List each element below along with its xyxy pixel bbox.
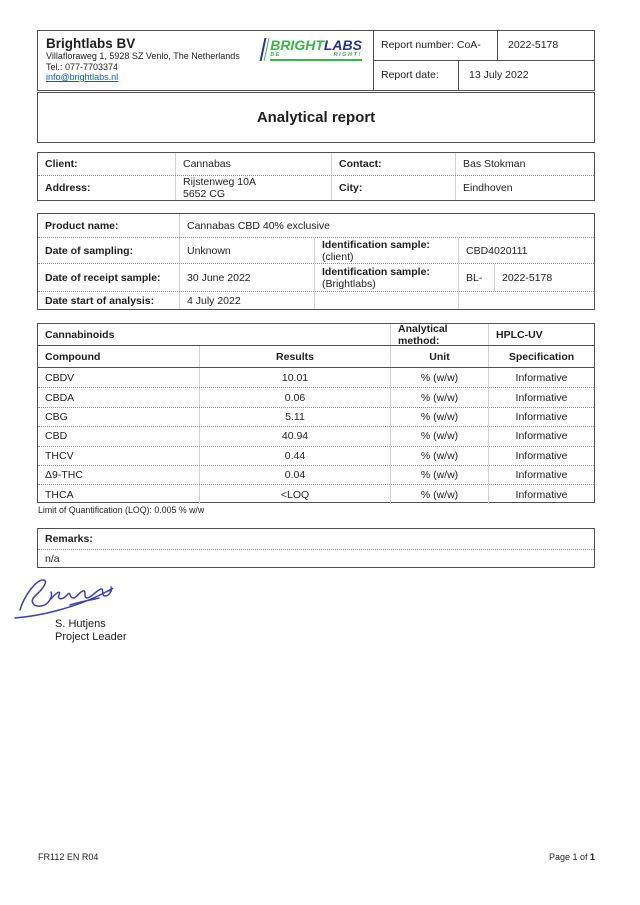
logo-wordmark <box>270 38 362 52</box>
unit-cell: % (w/w) <box>390 408 488 426</box>
unit-cell: % (w/w) <box>390 485 488 503</box>
logo-word-bright: BRIGHT <box>270 37 324 53</box>
date-sampling-value: Unknown <box>179 238 314 263</box>
unit-cell: % (w/w) <box>390 466 488 484</box>
company-address: Villafloraweg 1, 5928 SZ Venlo, The Netherlands <box>46 51 240 61</box>
result-cell: 0.44 <box>199 447 390 465</box>
city-value: Eindhoven <box>455 176 594 200</box>
client-row <box>38 153 594 175</box>
report-date-row <box>374 61 594 91</box>
logo-tagline-be: BE <box>270 52 282 58</box>
logo-underline <box>270 59 362 61</box>
remarks-value: n/a <box>45 553 60 565</box>
unit-cell: % (w/w) <box>390 427 488 445</box>
result-cell: 40.94 <box>199 427 390 445</box>
product-name-label: Product name: <box>45 219 119 232</box>
col-specification: Specification <box>488 346 594 367</box>
footer-page-total: 1 <box>589 852 595 862</box>
empty-cell <box>458 292 594 309</box>
id-brightlabs-label <box>314 264 458 291</box>
compound-cell: CBDV <box>45 371 75 384</box>
address-line1: Rijstenweg 10A <box>183 176 256 188</box>
contact-label: Contact: <box>331 153 455 175</box>
col-compound: Compound <box>45 350 101 363</box>
table-row <box>38 368 594 387</box>
address-line2: 5652 CG <box>183 188 226 200</box>
table-row <box>38 446 594 465</box>
signature-scribble-icon <box>12 574 152 622</box>
table-row <box>38 426 594 445</box>
footer-page-number <box>549 852 595 862</box>
report-meta-table <box>373 30 595 91</box>
compound-cell: CBDA <box>45 391 75 404</box>
col-results: Results <box>199 346 390 367</box>
product-name-row <box>38 214 594 237</box>
client-table <box>37 152 595 201</box>
report-number-label: Report number: CoA- <box>374 31 498 60</box>
city-label: City: <box>331 176 455 200</box>
col-unit: Unit <box>390 346 488 367</box>
header-company-box <box>37 30 374 91</box>
remarks-header-row <box>38 529 594 549</box>
date-receipt-value: 30 June 2022 <box>179 264 314 291</box>
result-cell: 0.04 <box>199 466 390 484</box>
spec-cell: Informative <box>488 408 594 426</box>
loq-note: Limit of Quantification (LOQ): 0.005 % w/w <box>38 505 205 515</box>
result-cell: 0.06 <box>199 388 390 406</box>
product-name-value: Cannabas CBD 40% exclusive <box>179 214 594 237</box>
address-value <box>175 176 331 200</box>
contact-value: Bas Stokman <box>455 153 594 175</box>
table-row <box>38 484 594 503</box>
id-brightlabs-label-main: Identification sample: <box>322 265 430 278</box>
method-label: Analytical method: <box>390 324 488 345</box>
cannabinoids-table <box>37 323 595 503</box>
client-value: Cannabas <box>175 153 331 175</box>
address-row <box>38 175 594 200</box>
id-brightlabs-value: 2022-5178 <box>494 264 594 291</box>
logo-word-labs: LABS <box>323 37 362 53</box>
footer-page-prefix: Page 1 of <box>548 852 590 862</box>
report-number-row <box>374 31 594 61</box>
result-cell: 10.01 <box>199 368 390 387</box>
result-cell: <LOQ <box>199 485 390 503</box>
section-header-row <box>38 324 594 346</box>
logo-tagline-right: RIGHT! <box>333 52 362 58</box>
footer-doc-code: FR112 EN R04 <box>38 852 99 862</box>
company-email-link[interactable]: info@brightlabs.nl <box>46 72 119 82</box>
spec-cell: Informative <box>488 368 594 387</box>
report-title-box <box>37 92 595 143</box>
product-table <box>37 213 595 310</box>
method-value: HPLC-UV <box>488 324 594 345</box>
empty-cell <box>314 292 458 309</box>
table-row <box>38 407 594 426</box>
section-title: Cannabinoids <box>45 328 115 341</box>
brightlabs-logo <box>262 38 362 61</box>
signatory-name: S. Hutjens <box>55 618 106 630</box>
spec-cell: Informative <box>488 427 594 445</box>
address-label: Address: <box>45 182 91 194</box>
spec-cell: Informative <box>488 447 594 465</box>
id-client-label <box>314 238 458 263</box>
table-row <box>38 465 594 484</box>
compound-cell: THCV <box>45 449 74 462</box>
spec-cell: Informative <box>488 388 594 406</box>
analysis-row <box>38 291 594 309</box>
compound-cell: Δ9-THC <box>45 469 83 482</box>
remarks-table <box>37 528 595 568</box>
date-receipt-label: Date of receipt sample: <box>45 271 161 284</box>
report-number-value: 2022-5178 <box>508 39 559 52</box>
compound-cell: CBG <box>45 410 68 423</box>
signatory-role: Project Leader <box>55 631 127 643</box>
spec-cell: Informative <box>488 466 594 484</box>
unit-cell: % (w/w) <box>390 447 488 465</box>
report-date-label: Report date: <box>374 61 459 91</box>
report-date-value: 13 July 2022 <box>469 69 529 82</box>
id-brightlabs-label-sub: (Brightlabs) <box>322 277 376 290</box>
company-name: Brightlabs BV <box>46 36 136 51</box>
spec-cell: Informative <box>488 485 594 503</box>
signatory-block <box>55 618 127 644</box>
date-sampling-label: Date of sampling: <box>45 244 134 257</box>
result-cell: 5.11 <box>199 408 390 426</box>
id-client-label-sub: (client) <box>322 250 354 263</box>
unit-cell: % (w/w) <box>390 388 488 406</box>
date-analysis-value: 4 July 2022 <box>179 292 314 309</box>
client-label: Client: <box>45 158 78 170</box>
company-tel: Tel.: 077-7703374 <box>46 61 119 72</box>
compound-cell: THCA <box>45 488 74 501</box>
remarks-value-row <box>38 549 594 568</box>
page-title: Analytical report <box>256 109 376 126</box>
compound-cell: CBD <box>45 430 68 443</box>
remarks-label: Remarks: <box>45 533 93 545</box>
id-client-value: CBD4020111 <box>458 238 594 263</box>
date-analysis-label: Date start of analysis: <box>45 294 155 307</box>
sampling-row <box>38 237 594 263</box>
column-header-row <box>38 346 594 368</box>
table-row <box>38 387 594 406</box>
receipt-row <box>38 263 594 291</box>
id-client-label-main: Identification sample: <box>322 238 430 251</box>
unit-cell: % (w/w) <box>390 368 488 387</box>
id-brightlabs-prefix: BL- <box>458 264 494 291</box>
